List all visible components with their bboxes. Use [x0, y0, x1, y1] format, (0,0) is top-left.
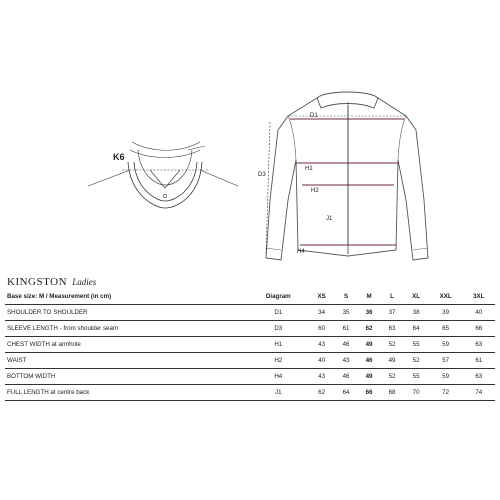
size-value: 52	[381, 369, 404, 385]
label-d3: D3	[258, 172, 266, 178]
diagram-code: D3	[248, 321, 309, 337]
measurement-lines	[266, 102, 404, 255]
size-value: 60	[309, 321, 335, 337]
size-value: 46	[335, 337, 358, 353]
measurement-labels	[258, 113, 333, 255]
size-value: 61	[335, 321, 358, 337]
size-value: 52	[381, 337, 404, 353]
size-value: 68	[381, 385, 404, 401]
measurement-label: SHOULDER TO SHOULDER	[5, 305, 248, 321]
size-value: 63	[463, 337, 495, 353]
table-subtitle: Ladies	[72, 277, 97, 287]
diagram-code: H1	[248, 337, 309, 353]
size-value: 62	[309, 385, 335, 401]
size-value: 39	[429, 305, 463, 321]
size-value: 55	[404, 369, 429, 385]
size-header: S	[335, 289, 358, 305]
label-h1: H1	[305, 166, 313, 172]
size-value: 66	[463, 321, 495, 337]
table-header-row	[5, 289, 495, 305]
table-row	[5, 385, 495, 401]
size-value: 35	[335, 305, 358, 321]
size-value: 66	[358, 385, 381, 401]
size-value: 40	[309, 353, 335, 369]
size-header: XXL	[429, 289, 463, 305]
collar-label: K6	[113, 152, 125, 162]
size-value: 34	[309, 305, 335, 321]
label-j1: J1	[326, 216, 333, 222]
size-value: 59	[429, 369, 463, 385]
size-value: 40	[463, 305, 495, 321]
base-size-header: Base size: M / Measurement (in cm)	[5, 289, 248, 305]
size-value: 43	[309, 337, 335, 353]
size-header: L	[381, 289, 404, 305]
table-row	[5, 369, 495, 385]
table-row	[5, 321, 495, 337]
diagram-code: H2	[248, 353, 309, 369]
size-value: 49	[358, 369, 381, 385]
size-value: 49	[358, 337, 381, 353]
diagram-code: J1	[248, 385, 309, 401]
table-row	[5, 337, 495, 353]
size-value: 62	[358, 321, 381, 337]
size-value: 74	[463, 385, 495, 401]
measurement-label: WAIST	[5, 353, 248, 369]
size-header: 3XL	[463, 289, 495, 305]
label-h2: H2	[311, 188, 319, 194]
table-title	[7, 276, 96, 288]
size-value: 43	[335, 353, 358, 369]
size-value: 49	[381, 353, 404, 369]
size-value: 64	[404, 321, 429, 337]
size-value: 46	[335, 369, 358, 385]
collar-diagram	[88, 142, 238, 208]
size-value: 55	[404, 337, 429, 353]
table-row	[5, 353, 495, 369]
diagram-code: H4	[248, 369, 309, 385]
size-value: 63	[463, 369, 495, 385]
size-value: 57	[429, 353, 463, 369]
size-value: 52	[404, 353, 429, 369]
size-value: 72	[429, 385, 463, 401]
size-header: XL	[404, 289, 429, 305]
label-d1: D1	[310, 113, 318, 119]
measurement-label: SLEEVE LENGTH - from shoulder seam	[5, 321, 248, 337]
size-value: 43	[309, 369, 335, 385]
size-value: 38	[404, 305, 429, 321]
table-row	[5, 305, 495, 321]
diagram-header: Diagram	[248, 289, 309, 305]
size-value: 64	[335, 385, 358, 401]
diagram-code: D1	[248, 305, 309, 321]
size-table	[5, 289, 495, 401]
size-value: 63	[381, 321, 404, 337]
size-value: 36	[358, 305, 381, 321]
shirt-diagram	[266, 92, 428, 260]
size-value: 37	[381, 305, 404, 321]
size-value: 70	[404, 385, 429, 401]
measurement-label: BOTTOM WIDTH	[5, 369, 248, 385]
measurement-label: CHEST WIDTH at armhole	[5, 337, 248, 353]
size-header: XS	[309, 289, 335, 305]
measurement-label: FULL LENGTH at centre back	[5, 385, 248, 401]
size-header: M	[358, 289, 381, 305]
size-value: 59	[429, 337, 463, 353]
size-value: 46	[358, 353, 381, 369]
size-value: 65	[429, 321, 463, 337]
size-value: 61	[463, 353, 495, 369]
brand-name: KINGSTON	[7, 276, 68, 288]
label-h4: H4	[297, 249, 305, 255]
